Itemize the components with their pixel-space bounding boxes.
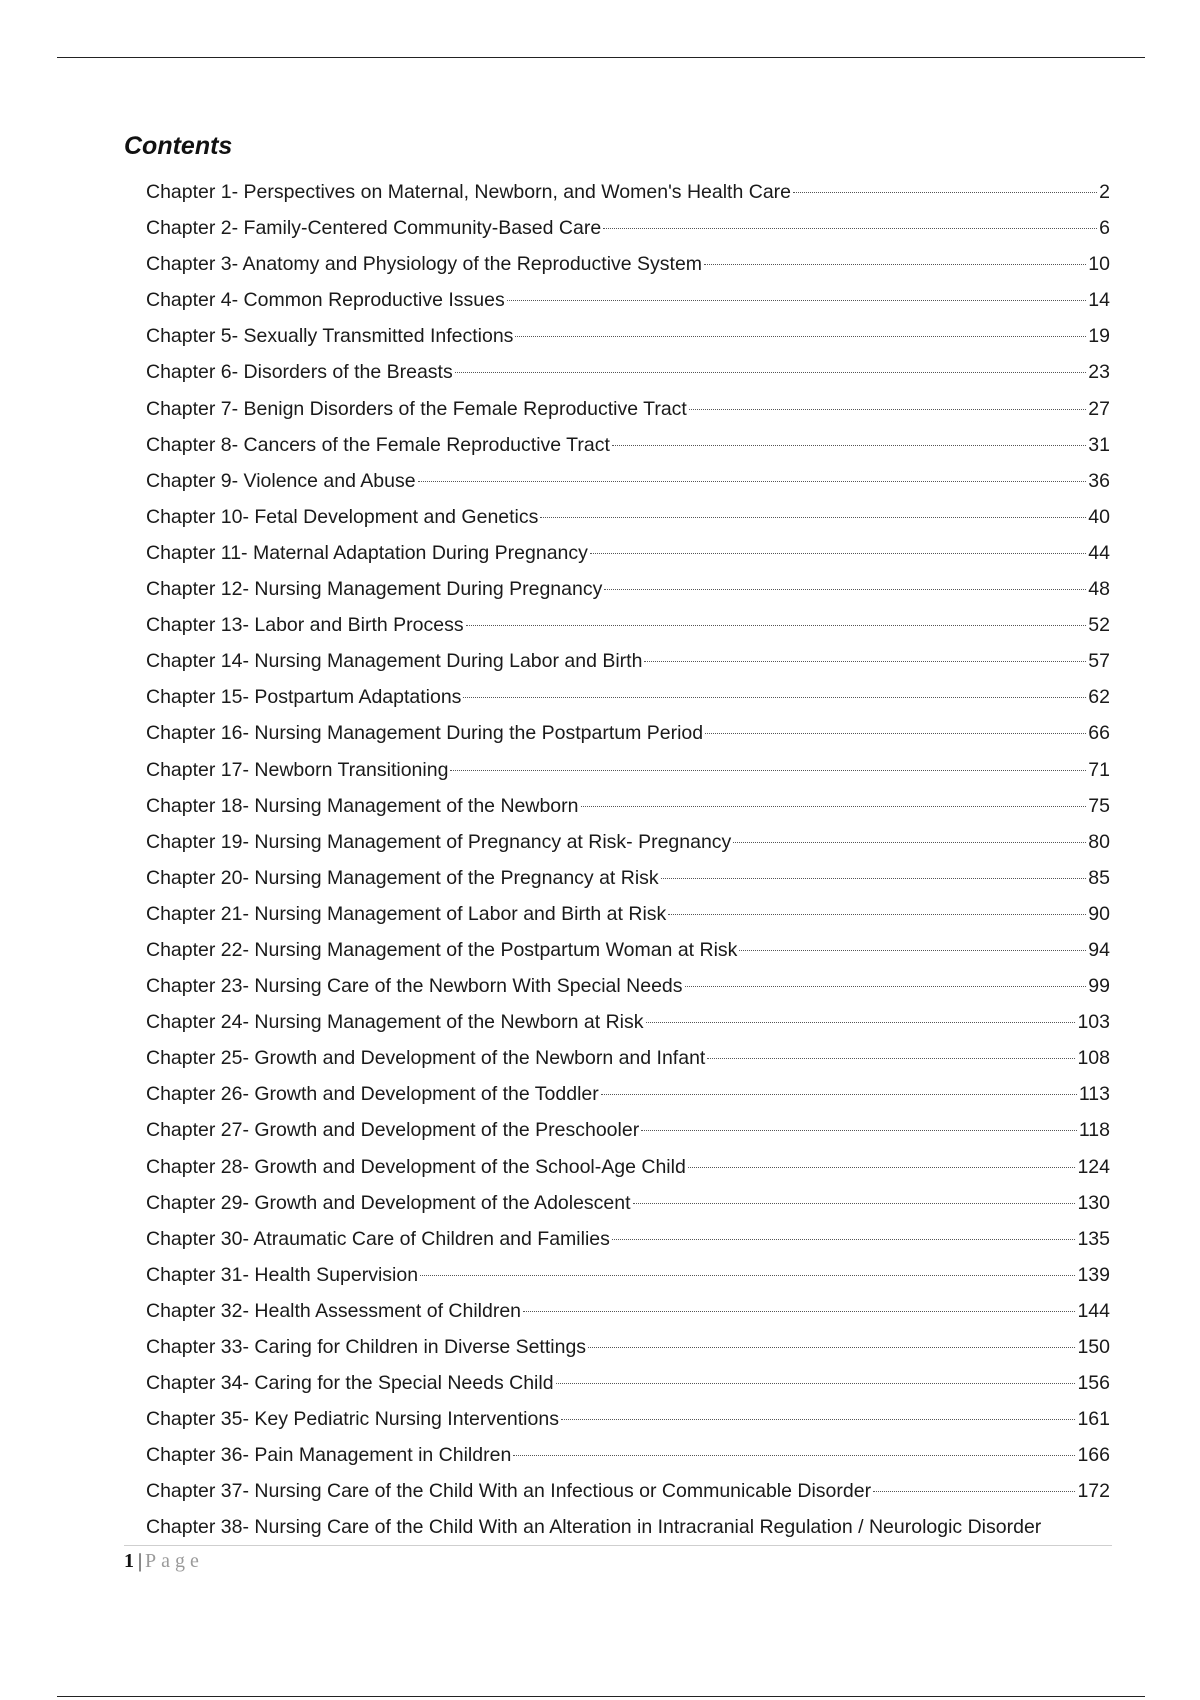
dot-leader [739,950,1086,951]
toc-entry-page-number: 71 [1088,758,1110,781]
dot-leader [515,336,1086,337]
toc-entry-title: Chapter 14- Nursing Management During Labor and Birth [146,650,643,673]
dot-leader [523,1311,1075,1312]
toc-entry-page-number: 75 [1088,794,1110,817]
toc-entry[interactable] [146,1293,1110,1329]
toc-entry-title: Chapter 23- Nursing Care of the Newborn With Special Needs [146,975,683,998]
toc-entry-title: Chapter 13- Labor and Birth Process [146,614,464,637]
toc-entry[interactable] [146,1185,1110,1221]
toc-entry-page-number: 31 [1088,433,1110,456]
dot-leader [733,842,1086,843]
toc-entry[interactable] [146,1365,1110,1401]
toc-entry[interactable] [146,391,1110,427]
toc-entry-title: Chapter 36- Pain Management in Children [146,1444,512,1467]
toc-entry-title: Chapter 30- Atraumatic Care of Children and Families [146,1227,610,1250]
toc-entry-title: Chapter 20- Nursing Management of the Pregnancy at Risk [146,866,659,889]
toc-entry-page-number: 14 [1088,289,1110,312]
dot-leader [466,625,1087,626]
toc-entry-title: Chapter 21- Nursing Management of Labor and Birth at Risk [146,902,667,925]
toc-entry[interactable] [146,896,1110,932]
toc-entry-page-number: 99 [1088,975,1110,998]
toc-entry[interactable] [146,607,1110,643]
toc-entry-title: Chapter 31- Health Supervision [146,1263,419,1286]
toc-entry-page-number: 40 [1088,505,1110,528]
toc-entry-page-number: 139 [1077,1263,1110,1286]
toc-entry[interactable] [146,246,1110,282]
toc-entry[interactable] [146,788,1110,824]
dot-leader [689,409,1086,410]
toc-entry-page-number: 19 [1088,325,1110,348]
toc-entry-title: Chapter 15- Postpartum Adaptations [146,686,462,709]
toc-entry[interactable] [146,571,1110,607]
toc-entry[interactable] [146,210,1110,246]
toc-entry[interactable] [146,499,1110,535]
toc-entry-page-number: 172 [1077,1480,1110,1503]
toc-entry[interactable] [146,1509,1110,1545]
toc-entry[interactable] [146,1004,1110,1040]
toc-entry-page-number: 85 [1088,866,1110,889]
toc-entry-page-number: 156 [1077,1372,1110,1395]
toc-entry-page-number: 94 [1088,938,1110,961]
toc-entry[interactable] [146,174,1110,210]
toc-entry-page-number: 48 [1088,578,1110,601]
toc-entry-title: Chapter 9- Violence and Abuse [146,469,416,492]
footer-page-number: 1 [124,1550,134,1572]
toc-entry[interactable] [146,1040,1110,1076]
dot-leader [705,733,1086,734]
footer-page-label: Page [145,1550,204,1572]
toc-entry[interactable] [146,318,1110,354]
toc-entry-page-number: 57 [1088,650,1110,673]
toc-entry-title: Chapter 4- Common Reproductive Issues [146,289,505,312]
dot-leader [455,372,1087,373]
dot-leader [668,914,1086,915]
dot-leader [633,1203,1076,1204]
dot-leader [707,1058,1075,1059]
dot-leader [641,1130,1077,1131]
toc-entry[interactable] [146,1329,1110,1365]
dot-leader [601,1094,1077,1095]
toc-entry-title: Chapter 26- Growth and Development of the Toddler [146,1083,599,1106]
toc-entry[interactable] [146,1437,1110,1473]
dot-leader [590,553,1086,554]
dot-leader [873,1491,1075,1492]
dot-leader [588,1347,1075,1348]
dot-leader [513,1455,1075,1456]
toc-entry-title: Chapter 34- Caring for the Special Needs Child [146,1372,554,1395]
toc-entry[interactable] [146,354,1110,390]
top-rule [57,57,1145,58]
toc-entry-page-number: 90 [1088,902,1110,925]
toc-entry-title: Chapter 19- Nursing Management of Pregnancy at Risk- Pregnancy [146,830,732,853]
footer-rule [124,1545,1112,1546]
toc-entry-title: Chapter 28- Growth and Development of the School-Age Child [146,1155,686,1178]
dot-leader [420,1275,1075,1276]
toc-entry-page-number: 113 [1078,1083,1110,1106]
toc-entry-title: Chapter 12- Nursing Management During Pregnancy [146,578,603,601]
toc-entry-page-number: 135 [1077,1227,1110,1250]
footer-separator: | [138,1550,143,1572]
toc-entry-title: Chapter 5- Sexually Transmitted Infections [146,325,514,348]
toc-entry-title: Chapter 8- Cancers of the Female Reproductive Tract [146,433,610,456]
toc-entry-page-number: 150 [1077,1336,1110,1358]
toc-entry[interactable] [146,1257,1110,1293]
toc-entry-title: Chapter 29- Growth and Development of the Adolescent [146,1191,631,1214]
dot-leader [688,1167,1076,1168]
toc-entry-title: Chapter 2- Family-Centered Community-Based Care [146,217,602,240]
toc-entry-title: Chapter 38- Nursing Care of the Child With an Alteration in Intracranial Regulation / Neurologic Disorder [146,1516,1042,1539]
toc-entry-page-number: 108 [1077,1047,1110,1070]
toc-entry[interactable] [146,679,1110,715]
toc-entry-title: Chapter 17- Newborn Transitioning [146,758,449,781]
toc-entry-page-number: 144 [1077,1299,1110,1322]
dot-leader [685,986,1087,987]
toc-entry-title: Chapter 25- Growth and Development of the Newborn and Infant [146,1047,706,1070]
toc-entry[interactable] [146,715,1110,751]
contents-heading: Contents [124,132,233,160]
table-of-contents [146,174,1110,1546]
dot-leader [612,1239,1076,1240]
toc-entry-page-number: 118 [1078,1119,1110,1142]
toc-entry-page-number: 52 [1088,614,1110,637]
toc-entry-page-number: 27 [1088,397,1110,420]
toc-entry[interactable] [146,932,1110,968]
dot-leader [661,878,1087,879]
dot-leader [604,589,1086,590]
toc-entry-page-number: 2 [1099,181,1110,203]
toc-entry[interactable] [146,1076,1110,1112]
toc-entry-page-number: 103 [1077,1011,1110,1034]
dot-leader [450,770,1086,771]
dot-leader [418,481,1087,482]
dot-leader [612,445,1086,446]
dot-leader [561,1419,1075,1420]
toc-entry-page-number: 44 [1088,541,1110,564]
toc-entry[interactable] [146,1401,1110,1437]
dot-leader [463,697,1086,698]
toc-entry-page-number: 124 [1077,1155,1110,1178]
toc-entry-title: Chapter 11- Maternal Adaptation During Pregnancy [146,541,588,564]
toc-entry-title: Chapter 16- Nursing Management During the Postpartum Period [146,722,704,745]
toc-entry-title: Chapter 18- Nursing Management of the Newborn [146,794,579,817]
toc-entry-title: Chapter 7- Benign Disorders of the Female Reproductive Tract [146,397,687,420]
toc-entry[interactable] [146,1473,1110,1509]
toc-entry-page-number: 66 [1088,722,1110,745]
toc-entry-page-number: 161 [1077,1408,1110,1431]
toc-entry[interactable] [146,752,1110,788]
toc-entry-page-number: 166 [1077,1444,1110,1467]
toc-entry-title: Chapter 3- Anatomy and Physiology of the Reproductive System [146,253,703,276]
toc-entry[interactable] [146,968,1110,1004]
toc-entry[interactable] [146,1112,1110,1148]
toc-entry-title: Chapter 33- Caring for Children in Diverse Settings [146,1336,587,1358]
dot-leader [556,1383,1076,1384]
toc-entry-page-number: 62 [1088,686,1110,709]
dot-leader [603,228,1097,229]
toc-entry-page-number: 36 [1088,469,1110,492]
toc-entry[interactable] [146,427,1110,463]
dot-leader [581,806,1087,807]
toc-entry-title: Chapter 35- Key Pediatric Nursing Interventions [146,1408,559,1431]
toc-entry-title: Chapter 37- Nursing Care of the Child With an Infectious or Communicable Disorder [146,1480,872,1503]
bottom-rule [57,1696,1145,1697]
toc-entry[interactable] [146,1221,1110,1257]
toc-entry[interactable] [146,824,1110,860]
dot-leader [644,661,1086,662]
toc-entry[interactable] [146,282,1110,318]
dot-leader [646,1022,1076,1023]
dot-leader [704,264,1086,265]
dot-leader [507,300,1087,301]
toc-entry-title: Chapter 27- Growth and Development of the Preschooler [146,1119,640,1142]
toc-entry-title: Chapter 24- Nursing Management of the Newborn at Risk [146,1011,644,1034]
toc-entry-page-number: 23 [1088,361,1110,384]
dot-leader [793,192,1097,193]
toc-entry[interactable] [146,860,1110,896]
toc-entry-title: Chapter 32- Health Assessment of Children [146,1299,522,1322]
toc-entry-page-number: 10 [1088,253,1110,276]
toc-entry[interactable] [146,1149,1110,1185]
toc-entry-page-number: 80 [1088,830,1110,853]
toc-entry-title: Chapter 1- Perspectives on Maternal, Newborn, and Women's Health Care [146,181,792,203]
toc-entry[interactable] [146,643,1110,679]
dot-leader [540,517,1086,518]
toc-entry-title: Chapter 10- Fetal Development and Genetics [146,505,539,528]
toc-entry[interactable] [146,535,1110,571]
toc-entry-page-number: 130 [1077,1191,1110,1214]
page-footer [124,1548,204,1574]
toc-entry-title: Chapter 6- Disorders of the Breasts [146,361,453,384]
toc-entry[interactable] [146,463,1110,499]
toc-entry-title: Chapter 22- Nursing Management of the Postpartum Woman at Risk [146,938,738,961]
toc-entry-page-number: 6 [1099,217,1110,240]
